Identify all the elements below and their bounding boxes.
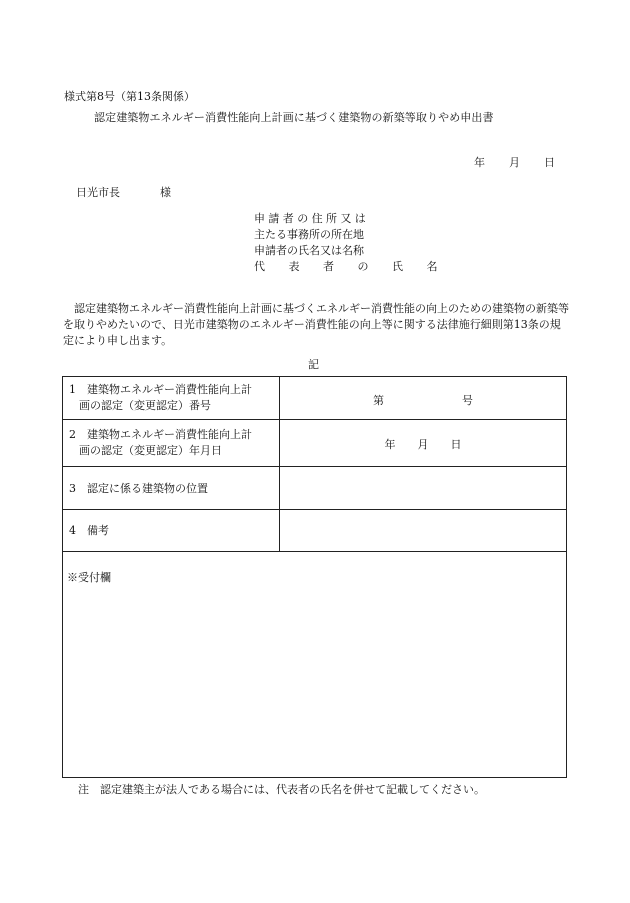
row-1-label-line1: 1 建築物エネルギー消費性能向上計 bbox=[69, 383, 252, 396]
row-2-value-year: 年 bbox=[384, 438, 396, 451]
addressee-name: 日光市長 bbox=[76, 186, 120, 199]
row-4-value[interactable] bbox=[279, 523, 567, 539]
row-1-label-line2: 画の認定（変更認定）番号 bbox=[79, 399, 211, 412]
row-2-label-line1: 2 建築物エネルギー消費性能向上計 bbox=[69, 428, 252, 441]
office-location-label: 主たる事務所の所在地 bbox=[254, 228, 364, 241]
ki-heading: 記 bbox=[308, 358, 319, 371]
applicant-address-label: 申請者の住所又は bbox=[254, 212, 370, 225]
row-1-value[interactable] bbox=[279, 392, 567, 408]
document-title: 認定建築物エネルギー消費性能向上計画に基づく建築物の新築等取りやめ申出書 bbox=[94, 111, 494, 124]
row-1-value-prefix: 第 bbox=[373, 394, 384, 407]
body-text: 認定建築物エネルギー消費性能向上計画に基づくエネルギー消費性能の向上のための建築物の新築等を取りやめたいので、日光市建築物のエネルギー消費性能の向上等に関する法律施行細則第13条の規定により申し出ます。 bbox=[63, 302, 569, 347]
representative-name-label: 代 表 者 の 氏 名 bbox=[254, 260, 448, 273]
row-2-value[interactable] bbox=[279, 436, 567, 452]
row-4-label bbox=[69, 523, 109, 539]
addressee-honorific: 様 bbox=[160, 186, 171, 199]
row-3-label bbox=[69, 481, 208, 497]
form-table bbox=[62, 376, 567, 778]
applicant-labels bbox=[254, 211, 447, 275]
row-divider bbox=[63, 466, 566, 467]
reception-label: ※受付欄 bbox=[67, 571, 111, 584]
row-divider bbox=[63, 509, 566, 510]
row-1-label bbox=[69, 382, 252, 414]
row-2-label-line2: 画の認定（変更認定）年月日 bbox=[79, 444, 222, 457]
row-divider bbox=[63, 551, 566, 552]
form-number: 様式第8号（第13条関係） bbox=[64, 90, 195, 103]
addressee bbox=[76, 184, 171, 200]
row-3-value[interactable] bbox=[279, 481, 567, 497]
row-divider bbox=[63, 419, 566, 420]
row-2-label bbox=[69, 427, 252, 459]
date-line bbox=[474, 154, 555, 170]
row-2-value-month: 月 bbox=[417, 438, 429, 451]
applicant-name-label: 申請者の氏名又は名称 bbox=[254, 244, 364, 257]
row-1-value-suffix: 号 bbox=[462, 394, 473, 407]
date-year: 年 bbox=[474, 156, 485, 169]
date-day: 日 bbox=[544, 156, 555, 169]
row-3-label-line1: 3 認定に係る建築物の位置 bbox=[69, 482, 208, 495]
date-month: 月 bbox=[509, 156, 520, 169]
row-4-label-line1: 4 備考 bbox=[69, 524, 109, 537]
row-2-value-day: 日 bbox=[450, 438, 462, 451]
footnote: 注 認定建築主が法人である場合には、代表者の氏名を併せて記載してください。 bbox=[78, 783, 485, 796]
